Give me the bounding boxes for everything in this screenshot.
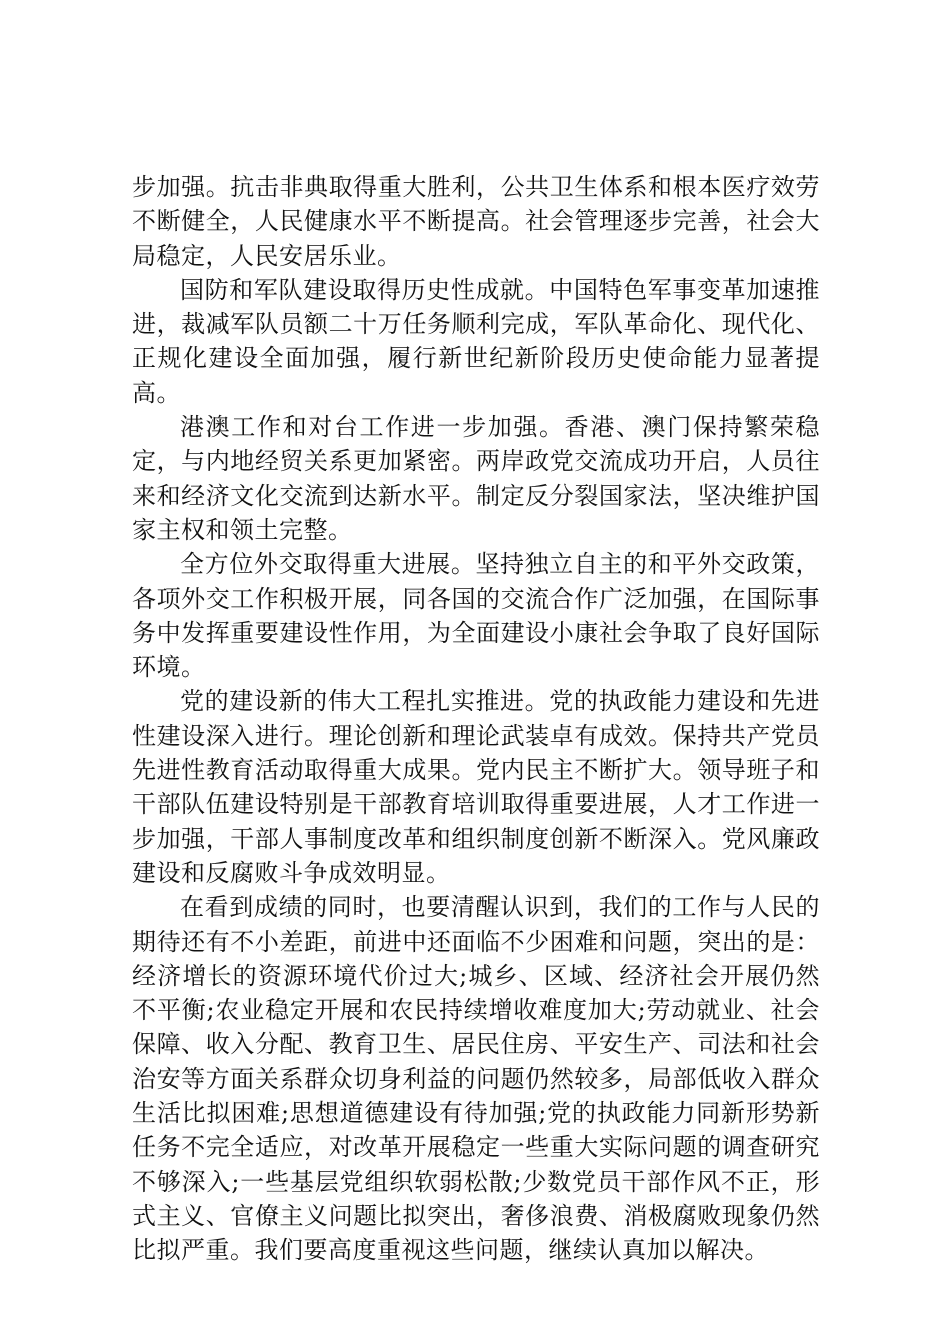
paragraph-diplomacy: 全方位外交取得重大进展。坚持独立自主的和平外交政策，各项外交工作积极开展，同各国的交流合作广泛加强，在国际事务中发挥重要建设性作用，为全面建设小康社会争取了良好国际环境。 [132, 550, 820, 682]
document-page [132, 170, 820, 1268]
paragraph-defense: 国防和军队建设取得历史性成就。中国特色军事变革加速推进，裁减军队员额二十万任务顺利完成，军队革命化、现代化、正规化建设全面加强，履行新世纪新阶段历史使命能力显著提高。 [132, 275, 820, 407]
paragraph-continued-health: 步加强。抗击非典取得重大胜利，公共卫生体系和根本医疗效劳不断健全，人民健康水平不断提高。社会管理逐步完善，社会大局稳定，人民安居乐业。 [132, 173, 820, 270]
paragraph-problems: 在看到成绩的同时，也要清醒认识到，我们的工作与人民的期待还有不小差距，前进中还面临不少困难和问题，突出的是：经济增长的资源环境代价过大;城乡、区域、经济社会开展仍然不平衡;农业稳定开展和农民持续增收难度加大;劳动就业、社会保障、收入分配、教育卫生、居民住房、平安生产、司法和社会治安等方面关系群众切身利益的问题仍然较多，局部低收入群众生活比拟困难;思想道德建设有待加强;党的执政能力同新形势新任务不完全适应，对改革开展稳定一些重大实际问题的调查研究不够深入;一些基层党组织软弱松散;少数党员干部作风不正，形式主义、官僚主义问题比拟突出，奢侈浪费、消极腐败现象仍然比拟严重。我们要高度重视这些问题，继续认真加以解决。 [132, 893, 820, 1265]
paragraph-hk-macao-taiwan: 港澳工作和对台工作进一步加强。香港、澳门保持繁荣稳定，与内地经贸关系更加紧密。两岸政党交流成功开启，人员往来和经济文化交流到达新水平。制定反分裂国家法，坚决维护国家主权和领土完整。 [132, 413, 820, 544]
paragraph-party-building: 党的建设新的伟大工程扎实推进。党的执政能力建设和先进性建设深入进行。理论创新和理论武装卓有成效。保持共产党员先进性教育活动取得重大成果。党内民主不断扩大。领导班子和干部队伍建设特别是干部教育培训取得重要进展，人才工作进一步加强，干部人事制度改革和组织制度创新不断深入。党风廉政建设和反腐败斗争成效明显。 [132, 687, 820, 887]
